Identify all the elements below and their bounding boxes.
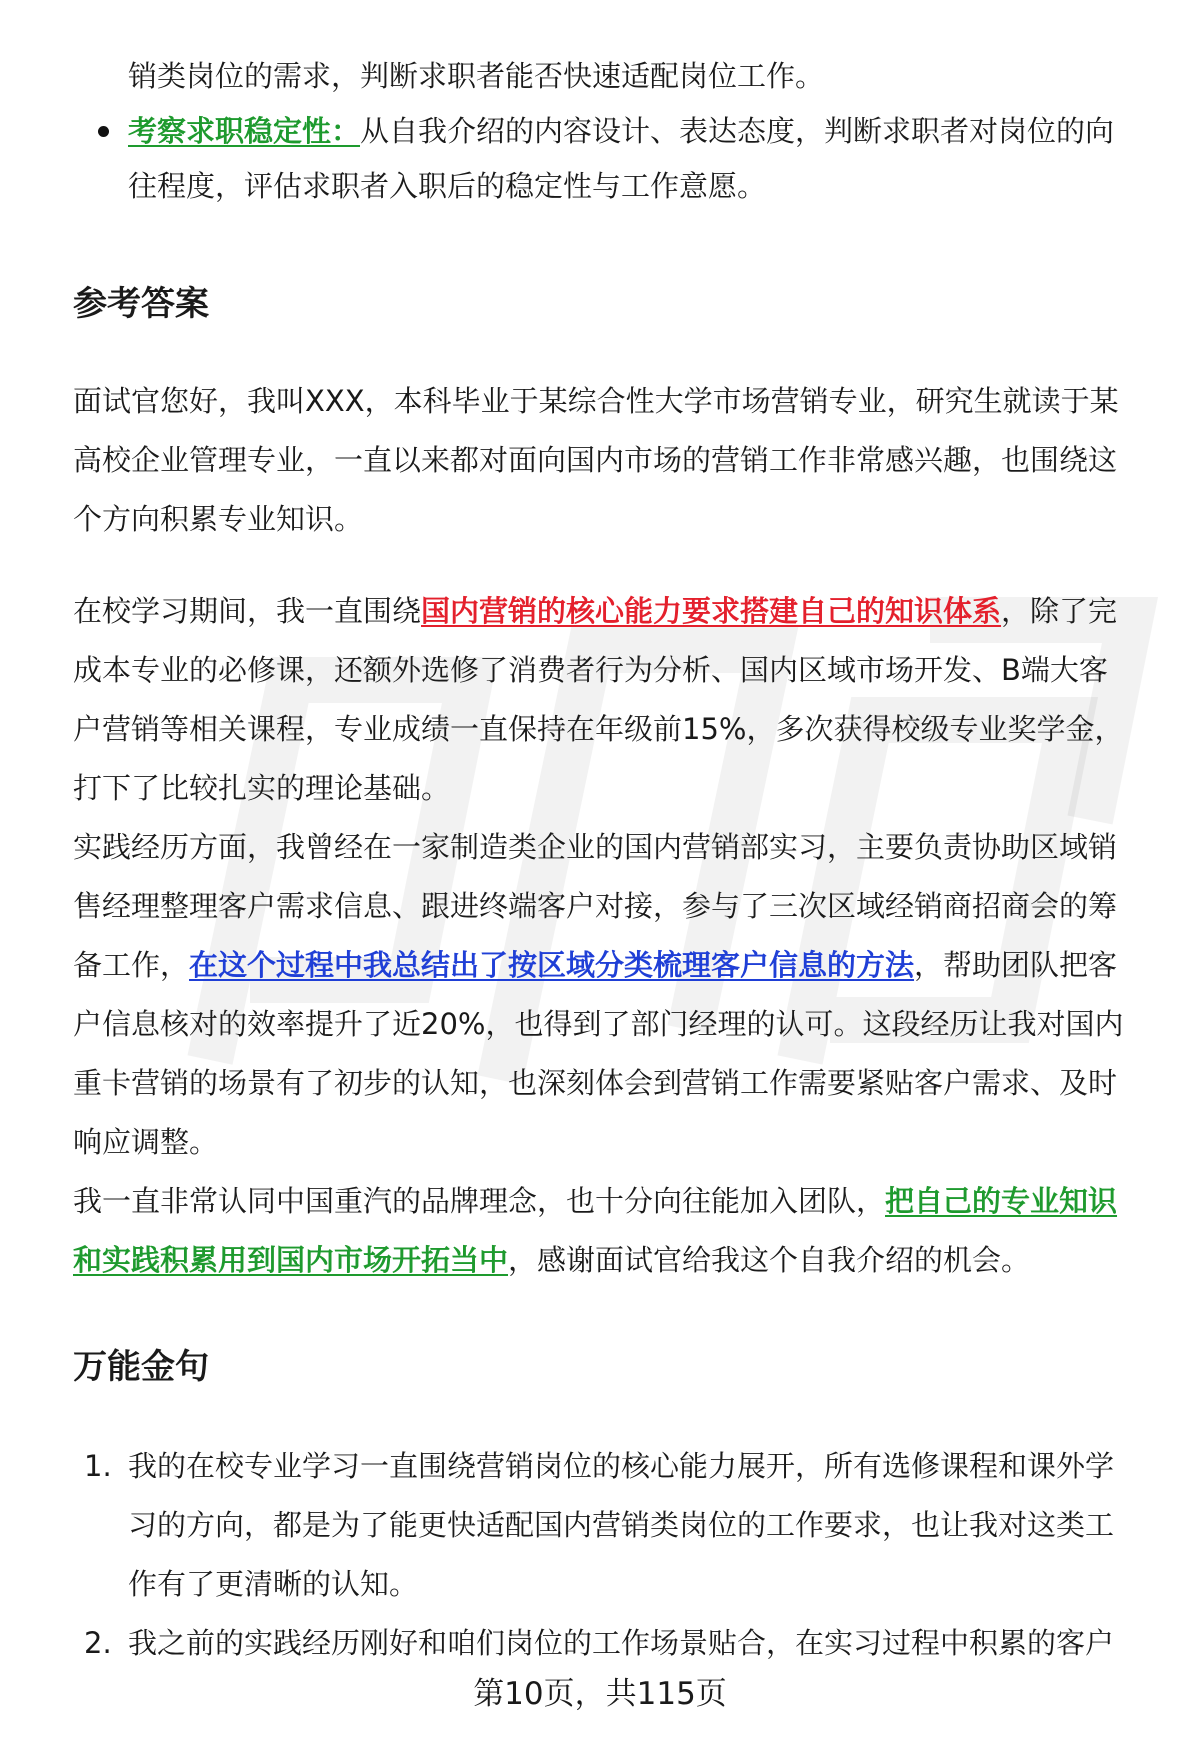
- phrase-1-line2: 习的方向，都是为了能更快适配国内营销类岗位的工作要求，也让我对这类工: [128, 1508, 1115, 1542]
- stability-bullet-label: 考察求职稳定性：: [128, 114, 361, 148]
- answer-paragraph-1-line2: 高校企业管理专业，一直以来都对面向国内市场的营销工作非常感兴趣，也围绕这: [73, 443, 1118, 477]
- list-item-number: 2.: [84, 1626, 112, 1660]
- answer-paragraph-3-line1: 实践经历方面，我曾经在一家制造类企业的国内营销部实习，主要负责协助区域销: [73, 830, 1118, 864]
- bullet-icon: [98, 126, 109, 137]
- answer-p2-text-a: 在校学习期间，我一直围绕: [73, 594, 422, 628]
- answer-p4-highlight-a: 把自己的专业知识: [885, 1184, 1118, 1218]
- section-title-phrases: 万能金句: [73, 1347, 209, 1387]
- intro-continuation-line: 销类岗位的需求，判断求职者能否快速适配岗位工作。: [128, 59, 825, 93]
- answer-p3-highlight: 在这个过程中我总结出了按区域分类梳理客户信息的方法: [189, 948, 915, 982]
- stability-bullet-text: 从自我介绍的内容设计、表达态度，判断求职者对岗位的向: [360, 114, 1115, 148]
- section-title-answer: 参考答案: [73, 284, 209, 324]
- answer-paragraph-2-line3: 户营销等相关课程，专业成绩一直保持在年级前15%，多次获得校级专业奖学金，: [73, 712, 1124, 746]
- answer-p4-text-b: ，感谢面试官给我这个自我介绍的机会。: [508, 1243, 1031, 1277]
- answer-p4-highlight-b: 和实践积累用到国内市场开拓当中: [73, 1243, 509, 1277]
- list-item-number: 1.: [84, 1449, 112, 1483]
- stability-bullet-line1: [128, 111, 1114, 151]
- page-number-footer: 第10页，共115页: [473, 1676, 727, 1712]
- answer-paragraph-2-line1: [73, 591, 1117, 631]
- answer-paragraph-3-line2: 售经理整理客户需求信息、跟进终端客户对接，参与了三次区域经销商招商会的筹: [73, 889, 1118, 923]
- answer-p3-text-a: 备工作，: [73, 948, 190, 982]
- phrase-1-line1: 我的在校专业学习一直围绕营销岗位的核心能力展开，所有选修课程和课外学: [128, 1449, 1115, 1483]
- answer-paragraph-3-line5: 重卡营销的场景有了初步的认知，也深刻体会到营销工作需要紧贴客户需求、及时: [73, 1066, 1118, 1100]
- phrase-2-line1: 我之前的实践经历刚好和咱们岗位的工作场景贴合，在实习过程中积累的客户: [128, 1626, 1115, 1660]
- answer-paragraph-2-line2: 成本专业的必修课，还额外选修了消费者行为分析、国内区域市场开发、B端大客: [73, 653, 1108, 687]
- phrase-1-line3: 作有了更清晰的认知。: [128, 1567, 419, 1601]
- stability-bullet-line2: 往程度，评估求职者入职后的稳定性与工作意愿。: [128, 169, 767, 203]
- answer-p2-highlight: 国内营销的核心能力要求搭建自己的知识体系: [421, 594, 1002, 628]
- answer-paragraph-4-line2: [73, 1240, 1030, 1280]
- answer-p3-text-b: ，帮助团队把客: [914, 948, 1118, 982]
- answer-paragraph-1-line3: 个方向积累专业知识。: [73, 502, 364, 536]
- answer-p4-text-a: 我一直非常认同中国重汽的品牌理念，也十分向往能加入团队，: [73, 1184, 886, 1218]
- answer-paragraph-2-line4: 打下了比较扎实的理论基础。: [73, 771, 451, 805]
- answer-paragraph-3-line3: [73, 945, 1117, 985]
- answer-paragraph-3-line4: 户信息核对的效率提升了近20%，也得到了部门经理的认可。这段经历让我对国内: [73, 1007, 1124, 1041]
- answer-paragraph-3-line6: 响应调整。: [73, 1125, 219, 1159]
- answer-paragraph-4-line1: [73, 1181, 1117, 1221]
- answer-paragraph-1-line1: 面试官您好，我叫XXX，本科毕业于某综合性大学市场营销专业，研究生就读于某: [73, 384, 1119, 418]
- answer-p2-text-b: ，除了完: [1001, 594, 1118, 628]
